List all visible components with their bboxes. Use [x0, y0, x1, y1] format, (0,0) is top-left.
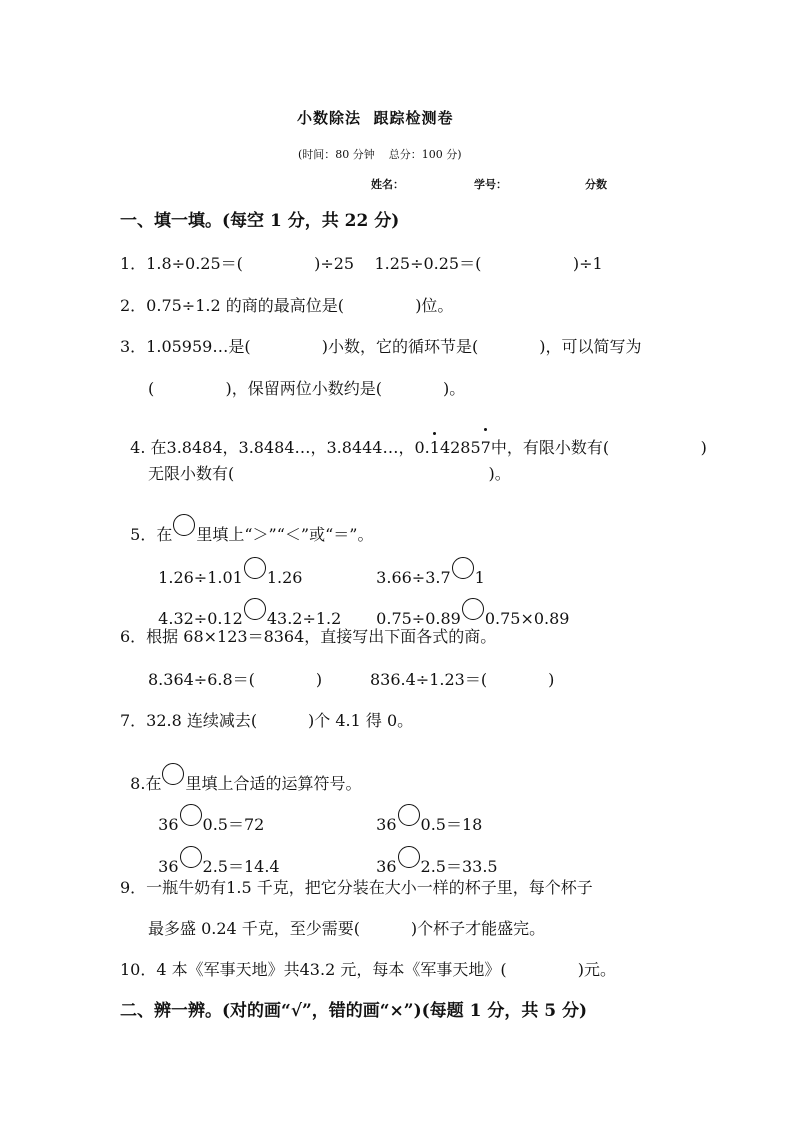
- question-10: 10．4 本《军事天地》共43.2 元，每本《军事天地》( )元。: [120, 960, 617, 979]
- answer-circle-icon[interactable]: [451, 567, 475, 583]
- question-6-item-b: 836.4÷1.23＝( ): [370, 670, 555, 689]
- answer-circle-icon[interactable]: [243, 608, 267, 624]
- section-1-heading: 一、填一填。(每空 1 分，共 22 分): [120, 211, 400, 231]
- repeat-digit-start: 1: [430, 440, 440, 456]
- repeat-dot-start: [433, 432, 436, 435]
- question-5-stem: 5．在 里填上“＞”“＜”或“＝”。: [120, 508, 373, 543]
- question-4-line-1: [120, 424, 707, 456]
- section-2-heading: 二、辨一辨。(对的画“√”，错的画“×”)(每题 1 分，共 5 分): [120, 1001, 588, 1021]
- answer-circle-icon[interactable]: [179, 814, 203, 830]
- question-1: 1．1.8÷0.25＝( )÷25 1.25÷0.25＝( )÷1: [120, 254, 603, 273]
- page-title: 小数除法 跟踪检测卷: [297, 109, 454, 127]
- question-3-line-2: ( )，保留两位小数约是( )。: [148, 379, 466, 398]
- question-9-line-1: 9．一瓶牛奶有1.5 千克，把它分装在大小一样的杯子里，每个杯子: [120, 878, 593, 897]
- question-7: 7．32.8 连续减去( )个 4.1 得 0。: [120, 711, 414, 730]
- exam-subtitle: (时间：80 分钟 总分：100 分): [298, 148, 462, 161]
- question-8-item-b: 36 0.5＝18: [366, 798, 482, 833]
- answer-circle-icon[interactable]: [243, 567, 267, 583]
- repeat-digit-end: 7: [481, 440, 491, 456]
- question-5-item-d: 0.75÷0.89 0.75×0.89: [366, 592, 569, 627]
- repeat-dot-end: [484, 428, 487, 431]
- question-4-line-2: 无限小数有( )。: [148, 464, 511, 483]
- question-5-item-c: 4.32÷0.12 43.2÷1.2: [148, 592, 341, 627]
- blank-circle-icon: [161, 773, 185, 789]
- question-8-item-d: 36 2.5＝33.5: [366, 840, 498, 875]
- answer-circle-icon[interactable]: [461, 608, 485, 624]
- score-label: 分数: [585, 178, 607, 191]
- repeat-digits-middle: 4285: [439, 438, 481, 457]
- question-2: 2．0.75÷1.2 的商的最高位是( )位。: [120, 296, 454, 315]
- question-4-text-a: 4. 在3.8484，3.8484…，3.8444…，0.: [130, 438, 430, 457]
- answer-circle-icon[interactable]: [397, 814, 421, 830]
- question-3-line-1: 3．1.05959…是( )小数，它的循环节是( )，可以简写为: [120, 337, 642, 356]
- question-5-item-a: 1.26÷1.01 1.26: [148, 551, 302, 586]
- answer-circle-icon[interactable]: [397, 856, 421, 872]
- question-6-stem: 6．根据 68×123＝8364，直接写出下面各式的商。: [120, 627, 497, 646]
- name-label: 姓名：: [371, 178, 404, 191]
- question-8-stem: 8.在 里填上合适的运算符号。: [120, 757, 361, 792]
- question-4-text-b: 中，有限小数有( ): [490, 438, 707, 457]
- blank-circle-icon: [172, 524, 196, 540]
- question-8-item-c: 36 2.5＝14.4: [148, 840, 280, 875]
- question-9-line-2: 最多盛 0.24 千克，至少需要( )个杯子才能盛完。: [148, 919, 546, 938]
- question-8-item-a: 36 0.5＝72: [148, 798, 264, 833]
- student-id-label: 学号：: [474, 178, 507, 191]
- question-6-item-a: 8.364÷6.8＝( ): [148, 670, 323, 689]
- answer-circle-icon[interactable]: [179, 856, 203, 872]
- question-5-item-b: 3.66÷3.7 1: [366, 551, 485, 586]
